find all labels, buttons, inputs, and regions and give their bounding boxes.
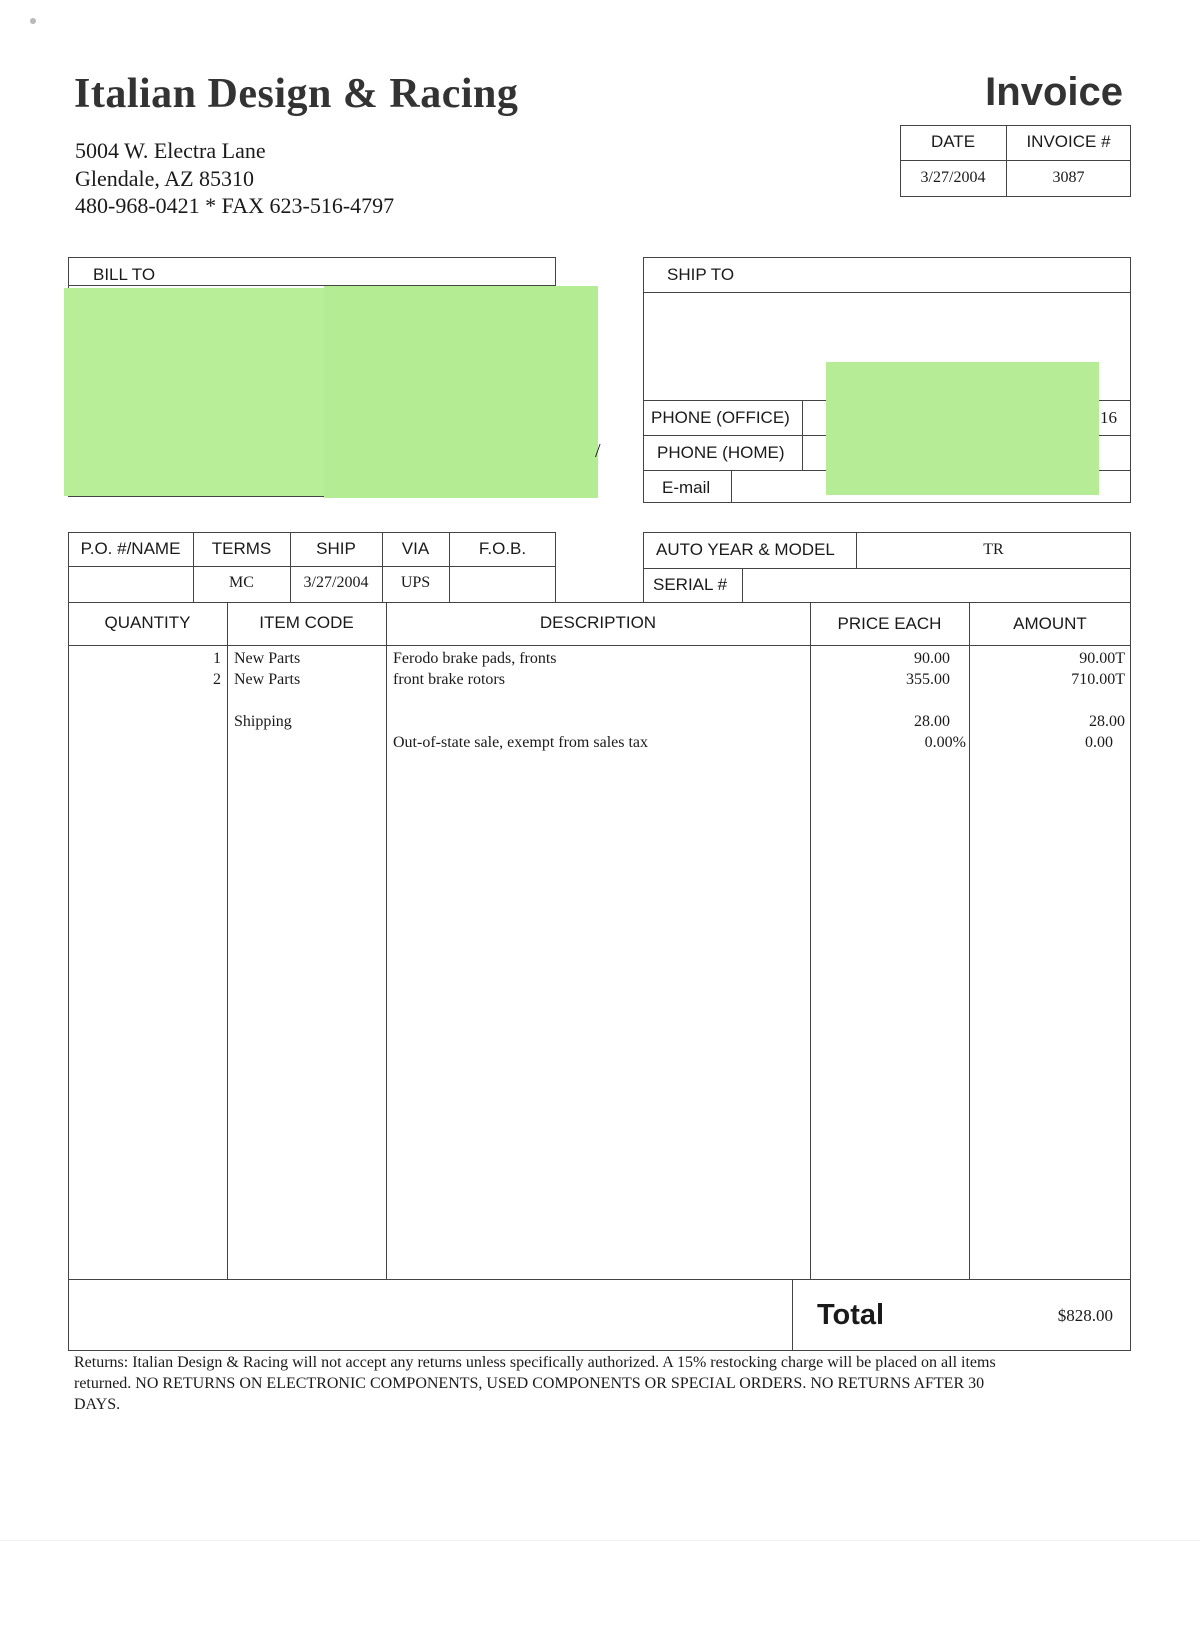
bill-to-redaction-right: [324, 286, 598, 498]
line-item-2-amount: 710.00T: [1071, 671, 1125, 688]
po-name-header: P.O. #/NAME: [80, 539, 181, 558]
line-item-2-quantity: 2: [213, 671, 221, 688]
via-header: VIA: [401, 539, 430, 558]
document-title: Invoice: [985, 70, 1123, 114]
bill-to-stray-mark: /: [595, 440, 601, 462]
invoice-date: 3/27/2004: [920, 169, 986, 186]
description-header: DESCRIPTION: [539, 613, 657, 632]
line-item-1-price: 90.00: [914, 650, 950, 667]
invoice-number: 3087: [1052, 169, 1085, 186]
ship-to-label: SHIP TO: [667, 265, 735, 284]
total-label: Total: [817, 1299, 885, 1331]
item-code-header: ITEM CODE: [259, 613, 354, 632]
fob-header: F.O.B.: [478, 539, 527, 558]
line-item-5-price: 0.00%: [924, 734, 966, 751]
phone-home-label: PHONE (HOME): [657, 443, 785, 462]
invoice-number-label: INVOICE #: [1026, 132, 1111, 151]
terms-header: TERMS: [211, 539, 272, 558]
serial-label: SERIAL #: [653, 575, 728, 594]
amount-header: AMOUNT: [1013, 614, 1087, 633]
auto-year-model-label: AUTO YEAR & MODEL: [656, 540, 835, 559]
line-item-5-amount: 0.00: [1085, 734, 1113, 751]
scan-speck: [30, 18, 36, 24]
total-value: $828.00: [1057, 1306, 1113, 1325]
returns-policy-line1: Returns: Italian Design & Racing will not accept any returns unless specifically authorized. A 15% restocking charge will be placed on all items: [74, 1354, 996, 1371]
returns-policy-line2: returned. NO RETURNS ON ELECTRONIC COMPONENTS, USED COMPONENTS OR SPECIAL ORDERS. NO RETURNS AFTER 30: [74, 1375, 985, 1392]
terms-value: MC: [229, 574, 254, 591]
paper-fold: [0, 1540, 1200, 1541]
line-item-4-item-code: Shipping: [234, 713, 292, 730]
quantity-header: QUANTITY: [104, 613, 191, 632]
company-phone: 480-968-0421 * FAX 623-516-4797: [75, 193, 395, 218]
line-item-2-price: 355.00: [906, 671, 950, 688]
line-item-5-description: Out-of-state sale, exempt from sales tax: [393, 734, 649, 751]
line-item-2-description: front brake rotors: [393, 671, 505, 688]
bill-to-label: BILL TO: [93, 265, 156, 284]
company-address-line1: 5004 W. Electra Lane: [75, 138, 266, 163]
line-item-2-item-code: New Parts: [234, 671, 301, 688]
line-item-4-amount: 28.00: [1089, 713, 1125, 730]
company-address-line2: Glendale, AZ 85310: [75, 166, 255, 191]
company-name: Italian Design & Racing: [74, 71, 519, 117]
line-item-1-item-code: New Parts: [234, 650, 301, 667]
price-each-header: PRICE EACH: [837, 614, 942, 633]
date-label: DATE: [930, 132, 976, 151]
line-item-4-price: 28.00: [914, 713, 950, 730]
bill-to-redaction-left: [64, 288, 326, 496]
ship-to-redaction: [826, 362, 1099, 495]
via-value: UPS: [400, 574, 431, 591]
line-item-1-description: Ferodo brake pads, fronts: [393, 650, 557, 667]
phone-office-label: PHONE (OFFICE): [651, 408, 790, 427]
ship-header: SHIP: [316, 539, 356, 558]
line-item-1-quantity: 1: [213, 650, 221, 667]
auto-year-model-value: TR: [983, 541, 1004, 558]
email-label: E-mail: [662, 478, 711, 497]
phone-office-partial: 16: [1100, 408, 1117, 427]
line-item-1-amount: 90.00T: [1079, 650, 1125, 667]
ship-date-value: 3/27/2004: [303, 574, 369, 591]
returns-policy-line3: DAYS.: [74, 1396, 121, 1413]
